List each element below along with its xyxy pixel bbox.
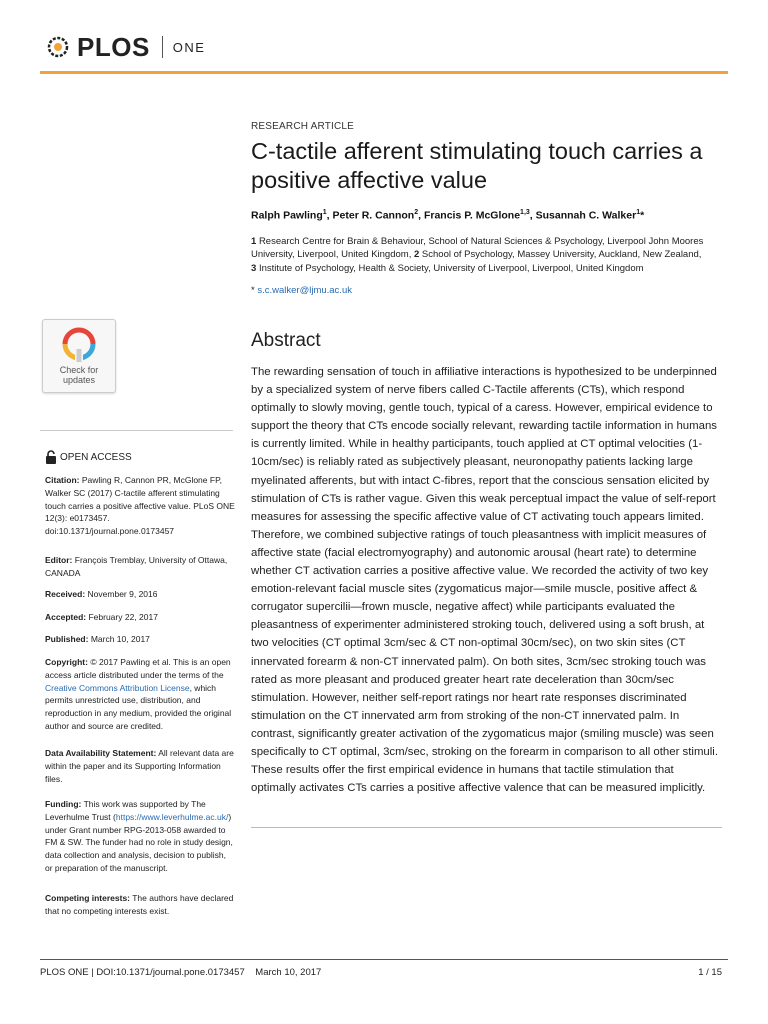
footer-divider	[40, 959, 728, 960]
received-block	[45, 588, 235, 601]
competing-interests-block	[45, 892, 235, 918]
footer-citation: PLOS ONE | DOI:10.1371/journal.pone.0173457 March 10, 2017	[40, 967, 322, 978]
author-name[interactable]: Peter R. Cannon	[332, 209, 415, 222]
email-link[interactable]: s.c.walker@ljmu.ac.uk	[257, 285, 352, 296]
open-access	[45, 450, 132, 464]
published-label: Published:	[45, 634, 89, 644]
copyright-block	[45, 656, 235, 733]
accepted-block	[45, 611, 235, 624]
article-type: RESEARCH ARTICLE	[251, 121, 355, 132]
received-label: Received:	[45, 589, 86, 599]
license-link[interactable]: Creative Commons Attribution License	[45, 682, 190, 693]
check-for-updates-badge[interactable]	[42, 319, 116, 393]
corresponding-marker: *	[640, 209, 645, 222]
received-date: November 9, 2016	[87, 589, 158, 599]
logo-divider	[162, 36, 163, 58]
citation-block	[45, 474, 235, 538]
published-block	[45, 633, 235, 646]
author-name[interactable]: Susannah C. Walker	[535, 209, 637, 222]
author-list: Ralph Pawling$^1$, Peter R. Cannon$^2$, Francis P. McGlone$^{1,3}$, Susannah C. Walker$^1$*	[251, 209, 645, 222]
plos-logo-icon	[45, 34, 71, 60]
affil-number: 3	[251, 262, 257, 274]
abstract-heading: Abstract	[251, 330, 321, 351]
author-name[interactable]: Ralph Pawling	[251, 209, 323, 222]
abstract-text: The rewarding sensation of touch in affiliative interactions is hypothesized to be underpinned by a specialized system of nerve fibers called C-Tactile afferents (CTs), which respond optimally to slowly moving, gentle touch, typical of a caress. However, empirical evidence to support the theory that CTs encode socially relevant, rewarding tactile information in humans is currently limited. While in healthy participants, touch applied at CT optimal velocities (1-10cm/sec) is reliably rated as subjectively pleasant, neuronopathy patients lacking large myelinated afferents, but with intact C-fibres, report that the conscious sensation elicited by stimulation of CTs is rather vague. Given this weak perceptual impact the value of self-report measures for assessing the specific affective value of CT activating touch appears limited. Therefore, we combined subjective ratings of touch pleasantness with implicit measures of affective state (facial electromyography) and autonomic arousal (heart rate) to determine whether CT activation carries a positive affective value. We recorded the activity of two key emotion-relevant facial muscle sites (zygomaticus major—smile muscle, positive affect & corrugator supercilii—frown muscle, negative affect) while participants evaluated the pleasantness of experimenter administered stroking touch, delivered using a soft brush, at two velocities (CT optimal 3cm/sec & CT non-optimal 30cm/sec), on two skin sites (CT innervated forearm & non-CT innervated palm). On both sites, 3cm/sec stroking touch was rated as more pleasant and produced greater heart rate deceleration than 30cm/sec stimulation. However, neither self-report ratings nor heart rate responses discriminated stimulation on the CT innervated arm from stroking of the non-CT innervated palm. In contrast, significantly greater activation of the zygomaticus major (smiling muscle) was seen specifically to CT optimal, 3cm/sec, stroking on the forearm in comparison to all other stimuli. These results offer the first empirical evidence in humans that tactile stimulation that optimally activates CTs carries a positive affective valence that can be measured implicitly.	[251, 366, 718, 795]
accepted-date: February 22, 2017	[88, 612, 158, 622]
funding-label: Funding:	[45, 799, 82, 809]
affil-number: 2	[413, 249, 420, 261]
journal-sub: ONE	[172, 39, 206, 55]
data-availability-text: All relevant data are within the paper and its Supporting Information files.	[45, 748, 234, 784]
open-access-label: OPEN ACCESS	[60, 451, 132, 463]
affil-number: 1	[251, 236, 257, 247]
competing-label: Competing interests:	[45, 893, 131, 903]
check-updates-line1: Check for	[59, 365, 99, 375]
journal-logo[interactable]	[45, 34, 205, 60]
author-affil-sup: 1,3	[520, 209, 530, 216]
abstract-divider	[251, 827, 722, 828]
data-availability-label: Data Availability Statement:	[45, 748, 157, 758]
published-date: March 10, 2017	[90, 634, 150, 644]
author-affil-sup: 1	[636, 209, 641, 216]
header-accent-bar	[40, 71, 728, 74]
data-availability-block	[45, 747, 235, 785]
open-lock-icon	[45, 450, 57, 464]
page-number: 1 / 15	[698, 967, 722, 978]
article-title: C-tactile afferent stimulating touch carries a positive affective value	[251, 138, 703, 193]
affil-text: Institute of Psychology, Health & Society, University of Liverpool, Liverpool, United Kingdom	[258, 262, 644, 274]
affil-text: Research Centre for Brain & Behaviour, School of Natural Sciences & Psychology, Liverpool John Moores University, Liverpool, United Kingdom,	[251, 236, 704, 261]
competing-text: The authors have declared that no competing interests exist.	[45, 893, 234, 916]
copyright-post: , which permits unrestricted use, distribution, and reproduction in any medium, provided the original author and source are credited.	[45, 682, 232, 731]
author-affil-sup: 1	[322, 209, 327, 216]
corresponding-email	[251, 285, 721, 296]
citation-text: Pawling R, Cannon PR, McGlone FP, Walker SC (2017) C-tactile afferent stimulating touch carries a positive affective value. PLoS ONE 12(3): e0173457. doi:10.1371/journal.pone.0173457	[45, 475, 235, 537]
journal-brand: PLOS	[77, 32, 150, 62]
accepted-label: Accepted:	[45, 612, 87, 622]
affiliations	[251, 235, 721, 275]
author-name[interactable]: Francis P. McGlone	[423, 209, 521, 222]
funding-block	[45, 798, 235, 875]
funding-post: ) under Grant number RPG-2013-058 awarded to FM & SW. The funder had no role in study design, data collection and analysis, decision to publish, or preparation of the manuscript.	[45, 811, 233, 873]
funder-link[interactable]: https://www.leverhulme.ac.uk/	[115, 811, 229, 822]
check-updates-line2: updates	[62, 375, 96, 385]
editor-text: François Tremblay, University of Ottawa, CANADA	[45, 555, 228, 578]
affil-text: School of Psychology, Massey University, Auckland, New Zealand,	[421, 249, 702, 261]
citation-label: Citation:	[45, 475, 80, 485]
sidebar-divider	[40, 430, 233, 431]
check-updates-icon	[62, 327, 96, 363]
editor-block	[45, 554, 235, 580]
copyright-label: Copyright:	[45, 657, 88, 667]
funding-pre: This work was supported by The Leverhulme Trust (	[45, 799, 206, 822]
copyright-pre: © 2017 Pawling et al. This is an open access article distributed under the terms of the	[45, 657, 231, 680]
editor-label: Editor:	[45, 555, 73, 565]
author-affil-sup: 2	[414, 209, 419, 216]
email-marker: *	[251, 285, 255, 296]
